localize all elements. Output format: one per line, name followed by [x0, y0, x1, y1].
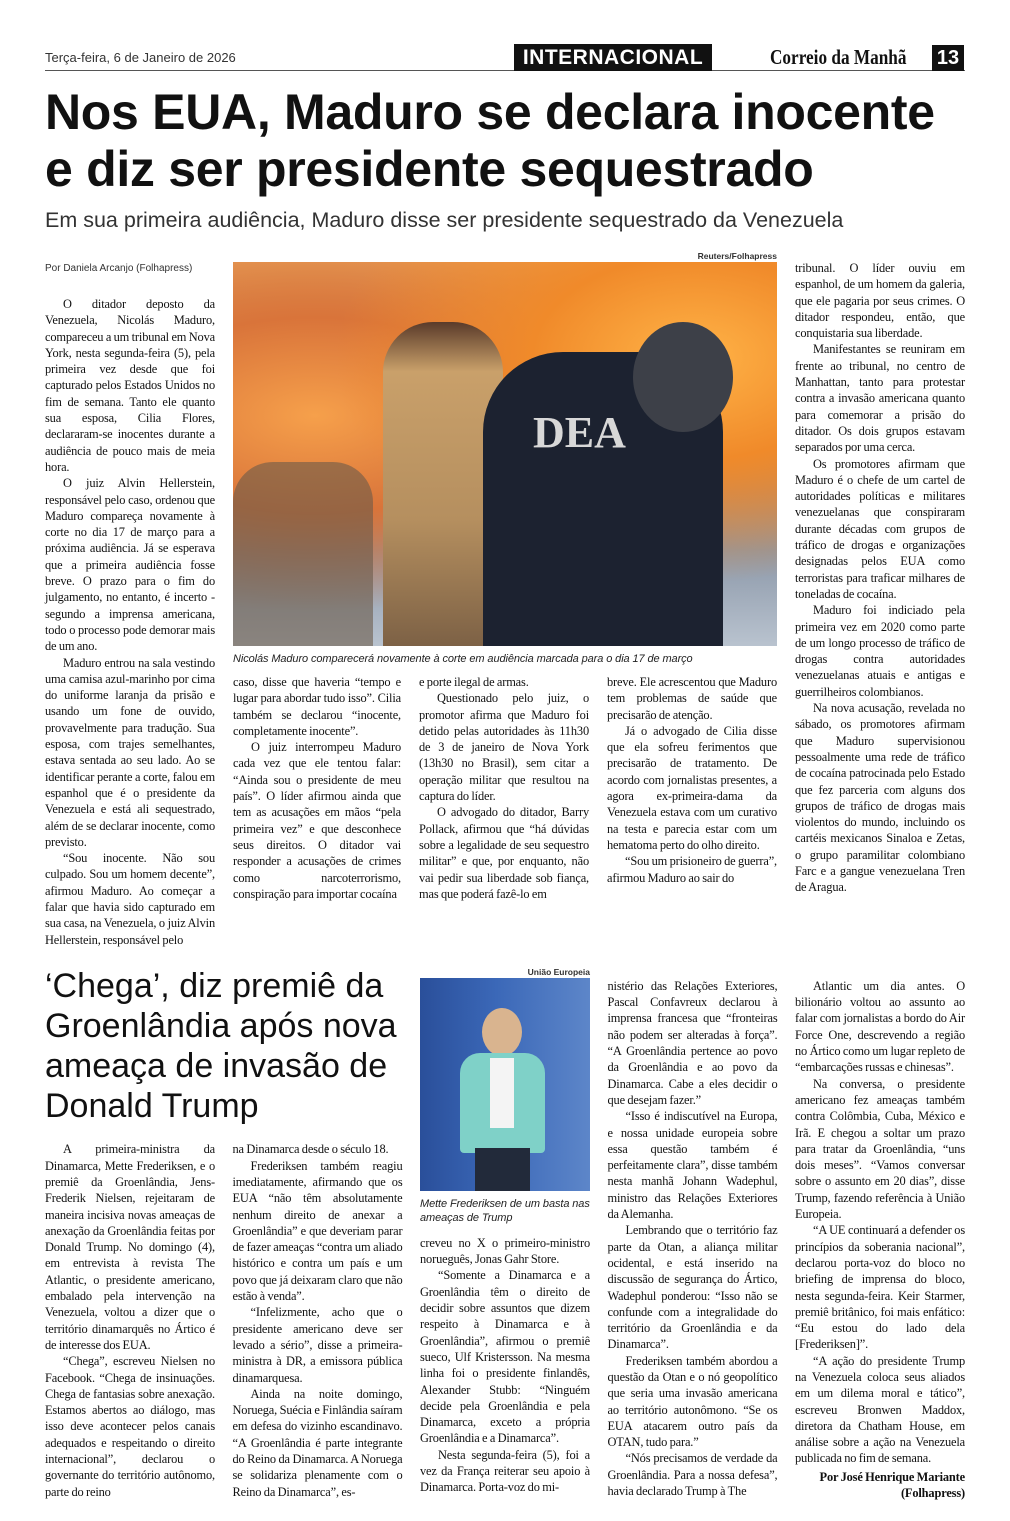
paragraph: O juiz Alvin Hellerstein, responsável pelo caso, ordenou que Maduro compareça novamente à corte no dia 17 de março para a próxima audiência. Já se esperava que a primeira audiência fosse breve. O prazo para o fim do julgamento, no entanto, é incerto - segundo a imprensa americana, todo o processo pode demorar mais de um ano.: [45, 476, 215, 654]
article2-column-2: [233, 1141, 403, 1500]
paragraph: tribunal. O líder ouviu em espanhol, de um homem da galeria, que ele pagaria por seus crimes. O ditador respondeu, então, que conquistaria sua liberdade.: [795, 261, 965, 341]
paragraph: O juiz interrompeu Maduro cada vez que ele tentou falar: “Ainda sou o presidente de meu país”. O líder afirmou ainda que tem as acusações em mãos “pela primeira vez” e que desconhece seus direitos. O ditador vai responder a acusações de crimes como narcoterrorismo, conspiração para importar cocaína: [233, 740, 401, 901]
photo1-credit: Reuters/Folhapress: [697, 251, 777, 261]
frederiksen-photo: [420, 978, 590, 1191]
paragraph: Ainda na noite domingo, Noruega, Suécia e Finlândia saíram em defesa do vizinho escandinavo. “A Groenlândia é parte integrante do Reino da Dinamarca. A Noruega se solidariza plenamente com o Reino da Dinamarca”, es-: [232, 1386, 403, 1499]
paragraph: na Dinamarca desde o século 18.: [232, 1142, 389, 1157]
article1-column-3: [419, 674, 589, 902]
article2-last-column: [795, 966, 965, 1502]
paragraph: “Sou um prisioneiro de guerra”, afirmou Maduro ao sair do: [607, 854, 777, 885]
paragraph: Lembrando que o território faz parte da Otan, a aliança militar ocidental, e está inserido na discussão de segurança do Ártico, Wadephul ponderou: “Isso não se confunde com a integralidade do território da Groenlândia e da Dinamarca”.: [607, 1223, 778, 1352]
article1-left: [45, 250, 215, 948]
photo2-credit: União Europeia: [527, 966, 590, 977]
paragraph: e porte ilegal de armas.: [419, 675, 529, 689]
paragraph: O ditador deposto da Venezuela, Nicolás Maduro, compareceu a um tribunal em Nova York, nesta segunda-feira (5), pela primeira vez desde que foi capturado pelos Estados Unidos no fim de semana. Tanto ele quanto sua esposa, Cilia Flores, declararam-se inocentes durante a audiência de pouco mais de meia hora.: [45, 297, 215, 474]
paragraph: Frederiksen também reagiu imediatamente, afirmando que os EUA “não têm absolutamente nenhum direito de anexar a Groenlândia” e que deveriam parar de fazer ameaças “contra um aliado histórico e contra um país e um povo que já deixaram claro que não estão à venda”.: [232, 1158, 403, 1304]
photo1-caption: Nicolás Maduro comparecerá novamente à corte em audiência marcada para o dia 17 de março: [233, 653, 693, 665]
article2-column-5: [795, 978, 965, 1467]
paragraph: Manifestantes se reuniram em frente ao tribunal, no centro de Manhattan, tanto para protestar contra a invasão americana quanto para comemorar a prisão do ditador. Os dois grupos estavam separados por uma cerca.: [795, 342, 965, 455]
paragraph: Na nova acusação, revelada no sábado, os promotores afirmam que Maduro supervisionou pessoalmente uma rede de tráfico de cocaína patrocinada pelo Estado que fez parceria com alguns dos grupos de tráfico de drogas mais violentos do mundo, incluindo os cartéis mexicanos Sinaloa e Zetas, o grupo paramilitar colombiano Farc e a gangue venezuelana Tren de Aragua.: [795, 701, 965, 895]
article1-column-1: [45, 296, 215, 948]
article1-middle: [233, 250, 777, 902]
paragraph: Nesta segunda-feira (5), foi a vez da França reiterar seu apoio à Dinamarca. Porta-voz do mi-: [420, 1447, 590, 1495]
header-divider: [45, 70, 965, 71]
article1-subtitle: Em sua primeira audiência, Maduro disse ser presidente sequestrado da Venezuela: [45, 208, 844, 232]
article1-byline: Por Daniela Arcanjo (Folhapress): [45, 263, 193, 274]
paragraph: “Nós precisamos de verdade da Groenlândia. Para a nossa defesa”, havia declarado Trump à The: [607, 1451, 778, 1499]
paragraph: Já o advogado de Cilia disse que ela sofreu ferimentos que precisarão de tratamento. De acordo com jornalistas presentes, a agora ex-primeira-dama da Venezuela estava com um curativo na testa e parecia estar com um hematoma perto do olho direito.: [607, 723, 777, 852]
paragraph: “Isso é indiscutível na Europa, e nossa unidade europeia sobre essa questão também é perfeitamente clara”, disse também nesta manhã Johann Wadephul, ministro das Relações Exteriores da Alemanha.: [607, 1109, 778, 1222]
article2: [45, 966, 965, 1502]
paragraph: “A UE continuará a defender os princípios da soberania nacional”, declarou porta-voz do bloco no briefing de imprensa do bloco, nesta segunda-feira. Keir Starmer, premiê britânico, foi mais enfático: “Eu estou do lado dela [Frederiksen]”.: [795, 1223, 965, 1352]
article2-signature: Por José Henrique Mariante (Folhapress): [819, 1469, 965, 1501]
article1-headline: Nos EUA, Maduro se declara inocente e diz ser presidente sequestrado: [45, 84, 935, 197]
paragraph: creveu no X o primeiro-ministro norueguês, Jonas Gahr Store.: [420, 1235, 590, 1267]
article2-headline: ‘Chega’, diz premiê da Groenlândia após nova ameaça de invasão de Donald Trump: [45, 966, 397, 1125]
paragraph: “Chega”, escreveu Nielsen no Facebook. “Chega de insinuações. Chega de fantasias sobre anexação. Estamos abertos ao diálogo, mas isso deve acontecer pelos canais adequados e respeitando o direito internacional”, declarou o governante do território autônomo, parte do reino: [45, 1354, 215, 1499]
article1-column-2: [233, 674, 401, 902]
paragraph: Maduro entrou na sala vestindo uma camisa azul-marinho por cima do uniforme laranja da prisão e usando um fone de ouvido, provavelmente para tradução. Sua esposa, com trajes semelhantes, estava sentada ao seu lado. Ao se identificar perante a corte, falou em espanhol que é o presidente da Venezuela e está ali sequestrado, além de se declarar inocente, como previsto.: [45, 655, 215, 849]
article2-photo-column: [420, 966, 590, 1496]
paragraph: Maduro foi indiciado pela primeira vez em 2020 como parte de um longo processo de tráfico de drogas contra autoridades venezuelanas atuais e antigas e guerrilheiros colombianos.: [795, 603, 965, 699]
newspaper-logo: Correio da Manhã: [770, 45, 907, 69]
paragraph: Os promotores afirmam que Maduro é o chefe de um cartel de autoridades políticas e militares venezuelanas que conspiraram durante décadas com grupos de tráfico de drogas e organizações designadas pelos EUA como terroristas para traficar milhares de toneladas de cocaína.: [795, 456, 965, 601]
paragraph: “A ação do presidente Trump na Venezuela coloca seus aliados em um dilema moral e tático”, escreveu Bronwen Maddox, diretora da Chatham House, em análise sobre a ação na Venezuela publicada no fim de semana.: [795, 1353, 965, 1466]
paragraph: Questionado pelo juiz, o promotor afirma que Maduro foi detido pelas autoridades às 11h30 de 3 de janeiro de Nova York (13h30 no Brasil), sem citar a operação militar que resultou na captura do líder.: [419, 691, 589, 804]
issue-date: Terça-feira, 6 de Janeiro de 2026: [45, 50, 236, 65]
article1-column-4: [607, 674, 777, 886]
article2-column-4: [608, 966, 778, 1500]
paragraph: O advogado do ditador, Barry Pollack, afirmou que “há dúvidas sobre a legalidade de seu sequestro militar” e que, por enquanto, não vai pedir sua liberdade sob fiança, mas que poderá fazê-lo em: [419, 805, 589, 901]
paragraph: nistério das Relações Exteriores, Pascal Confavreux declarou à imprensa francesa que “fronteiras não podem ser alteradas à força”. “A Groenlândia pertence ao povo da Groenlândia e ao povo da Dinamarca. Cabe a eles decidir o que desejam fazer.”: [607, 978, 778, 1107]
article2-column-1: [45, 1141, 215, 1500]
paragraph: “Sou inocente. Não sou culpado. Sou um homem decente”, afirmou Maduro. Ao começar a falar que havia sido capturado em sua casa, na Venezuela, o juiz Alvin Hellerstein, responsável pelo: [45, 851, 215, 947]
maduro-photo: [233, 262, 777, 646]
article1-lower-columns: [233, 674, 777, 902]
paragraph: Atlantic um dia antes. O bilionário voltou ao assunto ao falar com jornalistas a bordo do Air Force One, descrevendo a região no Ártico como um lugar repleto de “embarcações russas e chinesas”.: [795, 978, 965, 1075]
section-label: INTERNACIONAL: [514, 44, 712, 71]
article2-column-3: [420, 1235, 590, 1496]
article1-column-5: [795, 260, 965, 896]
paragraph: Na conversa, o presidente americano fez ameaças também contra Colômbia, Cuba, México e Irã. E chegou a soltar um prazo para tratar da Groenlândia, “uns dois meses”. “Vamos conversar sobre o assunto em 20 dias”, disse Trump, fazendo referência à União Europeia.: [795, 1076, 965, 1222]
paragraph: “Infelizmente, acho que o presidente americano deve ser levado a sério”, disse a primeira-ministra à DR, a emissora pública dinamarquesa.: [232, 1305, 403, 1385]
photo2-caption: Mette Frederiksen de um basta nas ameaças de Trump: [420, 1197, 590, 1224]
article1: [45, 250, 965, 948]
paragraph: A primeira-ministra da Dinamarca, Mette Frederiksen, e o premiê da Groenlândia, Jens-Frederik Nielsen, rejeitaram de maneira incisiva novas ameaças de anexação da Groenlândia feitas por Donald Trump. No domingo (4), em entrevista à revista The Atlantic, o presidente americano, embalado pela intervenção na Venezuela, voltou a dizer que o território dinamarquês no Ártico é de interesse dos EUA.: [45, 1142, 215, 1352]
paragraph: Frederiksen também abordou a questão da Otan e o nó geopolítico que seria uma invasão americana ao território autonômono. “Se os EUA atacarem outro país da OTAN, tudo para.”: [607, 1353, 778, 1450]
paragraph: “Somente a Dinamarca e a Groenlândia têm o direito de decidir sobre assuntos que dizem respeito à Dinamarca e à Groenlândia”, afirmou o premiê sueco, Ulf Kristersson. Na mesma linha foi o presidente finlandês, Alexander Stubb: “Ninguém decide pela Groenlândia e pela Dinamarca, exceto a própria Groenlândia e a Dinamarca”.: [420, 1268, 590, 1446]
paragraph: caso, disse que haveria “tempo e lugar para abordar tudo isso”. Cilia também se declarou “inocente, completamente inocente”.: [233, 675, 401, 738]
dea-vest-text: DEA: [533, 408, 626, 457]
article2-head: [45, 966, 403, 1126]
paragraph: breve. Ele acrescentou que Maduro tem problemas de saúde que precisarão de atenção.: [607, 675, 777, 722]
page-number: 13: [932, 45, 964, 71]
